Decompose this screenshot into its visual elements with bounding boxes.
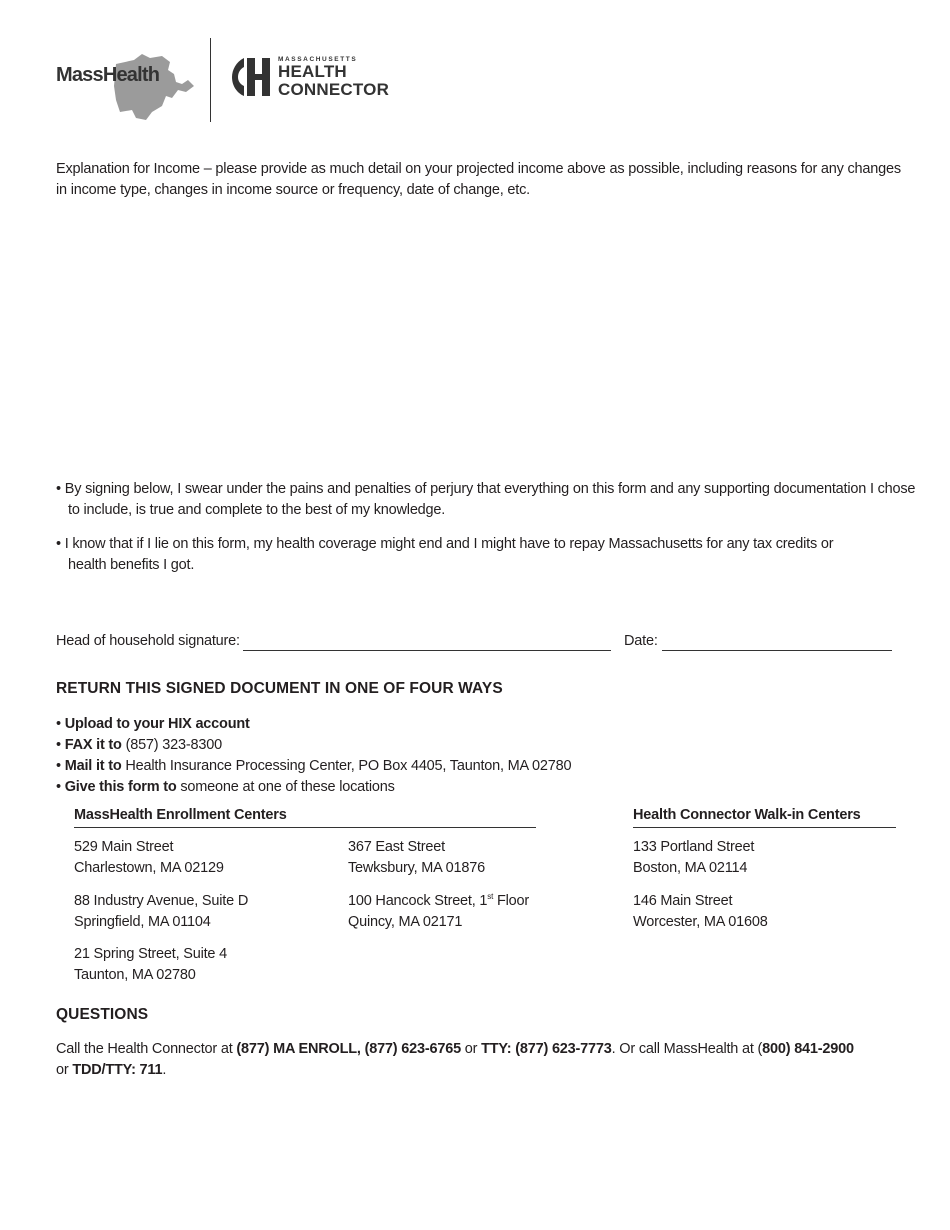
mh-location-5: 100 Hancock Street, 1st Floor Quincy, MA 02171 <box>348 892 529 930</box>
attestation-1-line1: By signing below, I swear under the pains and penalties of perjury that everything on this form and any supporting documentation I chose <box>64 481 916 497</box>
connector-logo-line2: CONNECTOR <box>278 80 390 99</box>
signature-label: Head of household signature: <box>56 633 240 649</box>
connector-logo-line1: HEALTH <box>278 62 347 81</box>
return-fax: • FAX it to (857) 323-8300 <box>56 737 222 753</box>
mh-location-2: 88 Industry Avenue, Suite D Springfield, MA 01104 <box>74 893 249 930</box>
attestation-2: • I know that if I lie on this form, my health coverage might end and I might have to repay Massachusetts for any tax credits or health benefits I got. <box>56 534 916 576</box>
health-connector-logo <box>232 56 392 100</box>
return-mail: • Mail it to Health Insurance Processing Center, PO Box 4405, Taunton, MA 02780 <box>56 758 572 774</box>
mh-location-1: 529 Main Street Charlestown, MA 02129 <box>74 839 224 876</box>
connector-logo-state: MASSACHUSETTS <box>278 56 358 63</box>
return-ways-list <box>56 714 916 798</box>
attestation-2-line2: health benefits I got. <box>68 557 195 573</box>
logo-divider <box>210 38 211 122</box>
questions-text: Call the Health Connector at (877) MA ENROLL, (877) 623-6765 or TTY: (877) 623-7773. Or call MassHealth at (800) 841-2900 or TDD/TTY: 711. <box>56 1041 854 1078</box>
date-label: Date: <box>624 633 658 649</box>
income-explanation-prompt: Explanation for Income – please provide as much detail on your projected income above as possible, including reasons for any changes in income type, changes in income source or frequency, date of change, etc. <box>56 161 901 198</box>
return-upload: • Upload to your HIX account <box>56 716 250 732</box>
health-connector-h-icon <box>232 56 272 98</box>
signature-line[interactable] <box>243 634 611 651</box>
attestation-1: • By signing below, I swear under the pains and penalties of perjury that everything on this form and any supporting documentation I chose to include, is true and complete to the best of my knowledge. <box>56 479 916 521</box>
hc-location-2: 146 Main Street Worcester, MA 01608 <box>633 893 768 930</box>
questions-heading: QUESTIONS <box>56 1006 149 1023</box>
date-line[interactable] <box>662 634 892 651</box>
attestation-2-line1: I know that if I lie on this form, my health coverage might end and I might have to repay Massachusetts for any tax credits or <box>64 536 834 552</box>
income-explanation-area[interactable] <box>56 205 896 465</box>
return-give: • Give this form to someone at one of these locations <box>56 779 395 795</box>
connector-logo-name <box>278 63 389 99</box>
mh-location-3: 21 Spring Street, Suite 4 Taunton, MA 02780 <box>74 946 227 983</box>
attestation-1-line2: to include, is true and complete to the best of my knowledge. <box>68 502 446 518</box>
return-heading: RETURN THIS SIGNED DOCUMENT IN ONE OF FOUR WAYS <box>56 680 503 697</box>
hc-location-1: 133 Portland Street Boston, MA 02114 <box>633 839 755 876</box>
connector-centers-heading: Health Connector Walk-in Centers <box>633 805 896 828</box>
masshealth-centers-heading: MassHealth Enrollment Centers <box>74 805 536 828</box>
mh-location-4: 367 East Street Tewksbury, MA 01876 <box>348 839 485 876</box>
masshealth-logo <box>56 50 196 122</box>
masshealth-wordmark: MassHealth <box>56 64 160 86</box>
